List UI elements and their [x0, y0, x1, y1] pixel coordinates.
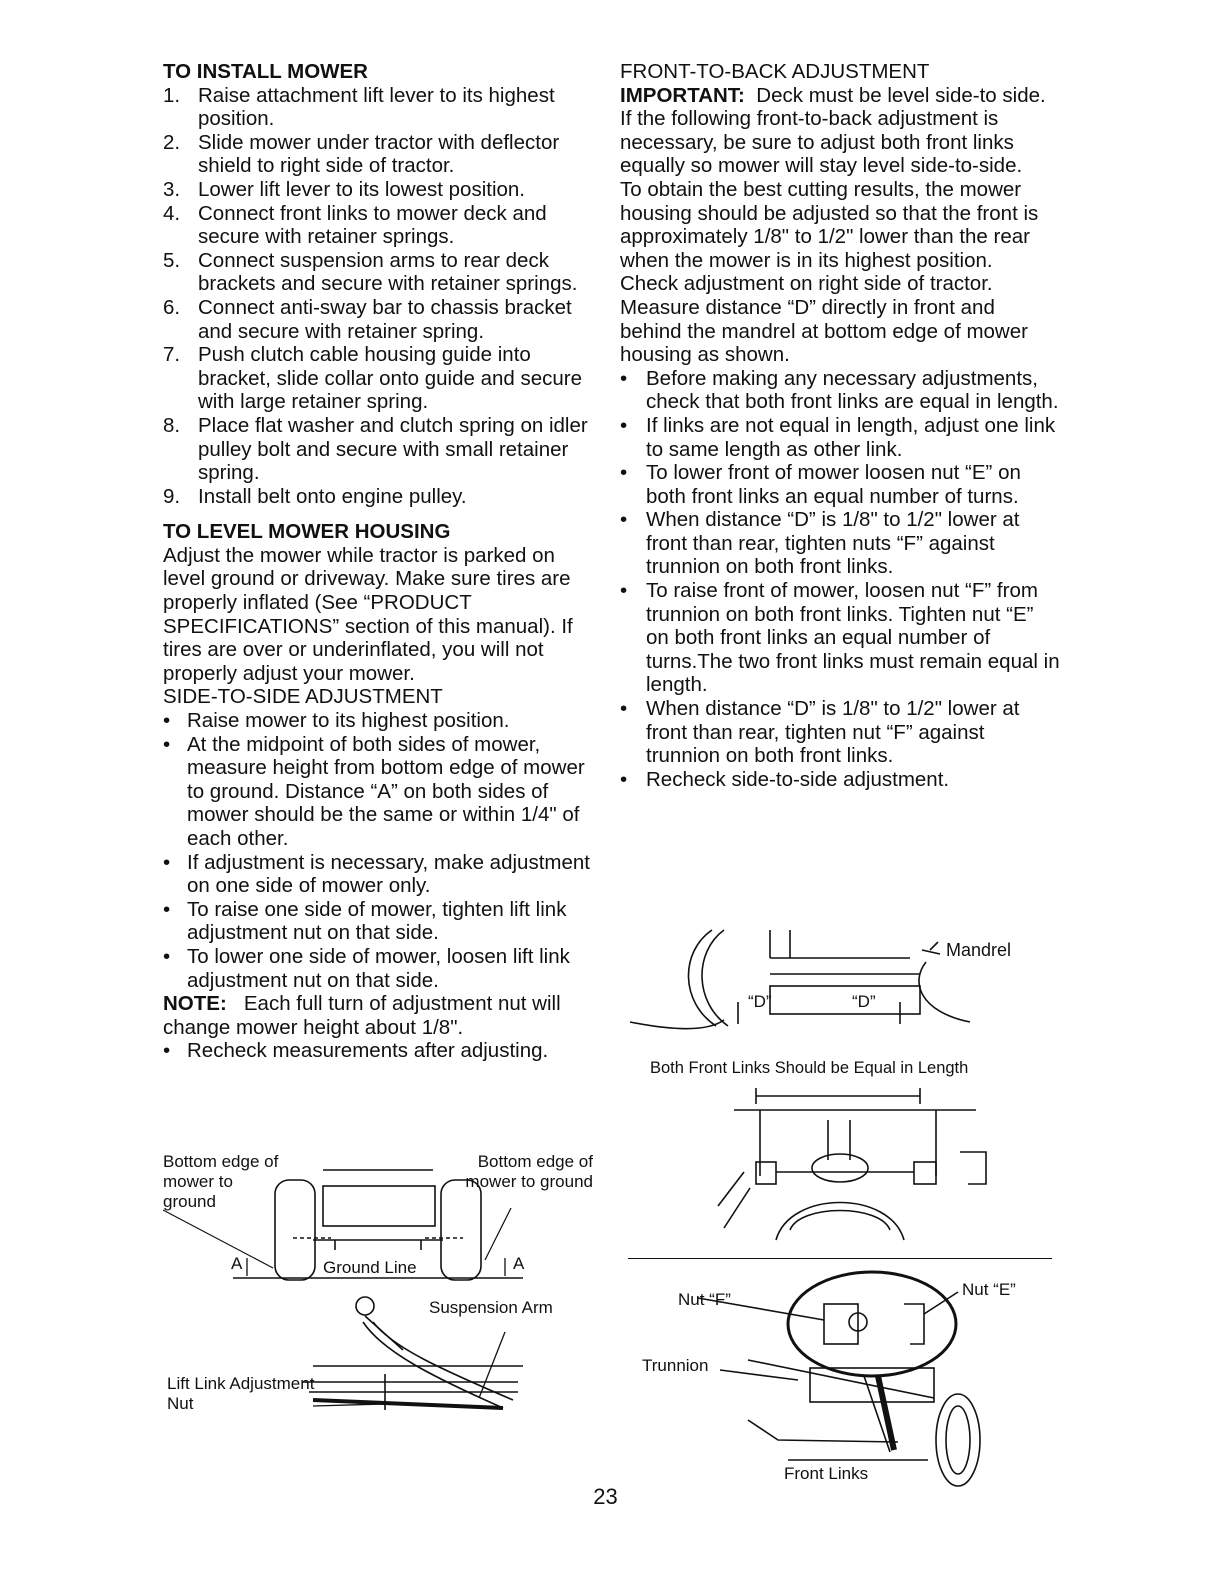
nut-f-label: Nut “F”	[678, 1290, 731, 1309]
mandrel-figure	[620, 922, 1060, 1032]
bullet-icon: •	[163, 709, 171, 733]
paragraph: To obtain the best cutting results, the mower housing should be adjusted so that the front is approximately 1/8" to 1/2" lower than the rear when the mower is in its highest position.	[620, 177, 1039, 272]
page-number: 23	[593, 1484, 618, 1509]
bullet-icon: •	[620, 767, 628, 791]
suspension-arm-figure	[163, 1292, 593, 1422]
bottom-edge-right-label: Bottom edge of mower to ground	[465, 1152, 593, 1191]
important-label: IMPORTANT:	[620, 83, 745, 107]
list-item: • To raise one side of mower, tighten lift link adjustment nut on that side.	[163, 897, 567, 945]
note-text: Each full turn of adjustment nut will change mower height about 1/8".	[163, 992, 561, 1039]
bullet-icon: •	[620, 697, 628, 721]
d-left-label: “D”	[748, 992, 772, 1011]
list-item: 6. Connect anti-sway bar to chassis bracket and secure with retainer spring.	[163, 295, 572, 343]
bullet-icon: •	[620, 508, 628, 532]
list-item: • To lower front of mower loosen nut “E” on both front links an equal number of turns.	[620, 461, 1021, 508]
bullet-icon: •	[163, 944, 171, 968]
bullet-icon: •	[163, 850, 171, 874]
mower-height-figure	[163, 1150, 593, 1290]
bullet-icon: •	[620, 413, 628, 437]
front-links-caption: Both Front Links Should be Equal in Length	[650, 1059, 969, 1077]
bullet-icon: •	[620, 579, 628, 603]
front-links-figure	[700, 1080, 1000, 1248]
list-item: • Recheck side-to-side adjustment.	[620, 767, 950, 791]
list-item: 7. Push clutch cable housing guide into bracket, slide collar onto guide and secure with large retainer spring.	[163, 343, 583, 414]
bullet-icon: •	[620, 366, 628, 390]
list-item: • If adjustment is necessary, make adjustment on one side of mower only.	[163, 850, 590, 898]
level-heading: TO LEVEL MOWER HOUSING	[163, 520, 451, 544]
front-links-label: Front Links	[784, 1464, 869, 1483]
a-right-label: A	[513, 1254, 525, 1273]
list-item: 1. Raise attachment lift lever to its highest position.	[163, 83, 555, 131]
list-item: • If links are not equal in length, adjust one link to same length as other link.	[620, 413, 1056, 461]
side-heading: SIDE-TO-SIDE ADJUSTMENT	[163, 685, 443, 709]
list-item: 3. Lower lift lever to its lowest position.	[163, 177, 525, 201]
list-item: • When distance “D” is 1/8" to 1/2" lower at front than rear, tighten nuts “F” against trunnion on both front links.	[620, 508, 1020, 579]
suspension-arm-label: Suspension Arm	[429, 1298, 553, 1317]
bullet-icon: •	[163, 732, 171, 756]
side-bullets	[163, 709, 593, 992]
install-heading: TO INSTALL MOWER	[163, 60, 368, 83]
list-item: 2. Slide mower under tractor with deflector shield to right side of tractor.	[163, 130, 560, 178]
recheck-list	[163, 1039, 593, 1063]
list-item: 5. Connect suspension arms to rear deck brackets and secure with retainer springs.	[163, 248, 578, 296]
note-label: NOTE:	[163, 992, 227, 1016]
fb-bullets	[620, 367, 1060, 792]
left-column	[163, 60, 593, 1063]
paragraph: Check adjustment on right side of tractor. Measure distance “D” directly in front and behind the mandrel at bottom edge of mower housing as shown.	[620, 272, 1028, 367]
nut-trunnion-figure	[628, 1270, 1052, 1490]
note	[163, 992, 593, 1039]
d-right-label: “D”	[852, 992, 876, 1011]
important-paragraph	[620, 84, 1060, 178]
bullet-icon: •	[163, 1039, 171, 1063]
list-item: • Recheck measurements after adjusting.	[163, 1039, 549, 1063]
mandrel-illustration	[620, 922, 1060, 1032]
trunnion-label: Trunnion	[642, 1356, 709, 1375]
front-links-illustration	[700, 1080, 1000, 1248]
fb-heading: FRONT-TO-BACK ADJUSTMENT	[620, 60, 930, 83]
lift-link-label: Lift Link Adjustment Nut	[167, 1374, 315, 1413]
nut-e-label: Nut “E”	[962, 1280, 1016, 1299]
bullet-icon: •	[163, 897, 171, 921]
list-item: 4. Connect front links to mower deck and secure with retainer springs.	[163, 201, 547, 249]
divider	[628, 1258, 1052, 1259]
list-item: 9. Install belt onto engine pulley.	[163, 484, 467, 508]
bottom-edge-left-label: Bottom edge of mower to ground	[163, 1152, 279, 1211]
level-intro: Adjust the mower while tractor is parked on level ground or driveway. Make sure tires are properly inflated (See “PRODUCT SPECIFICATIONS” section of this manual). If tires are over or underinflated, you will not properly adjust your mower.	[163, 543, 573, 685]
ground-line-label: Ground Line	[323, 1258, 417, 1277]
list-item: • At the midpoint of both sides of mower, measure height from bottom edge of mower to ground. Distance “A” on both sides of mower should be the same or within 1/4" of each other.	[163, 732, 585, 850]
list-item: • When distance “D” is 1/8" to 1/2" lower at front than rear, tighten nut “F” against trunnion on both front links.	[620, 697, 1020, 768]
install-steps	[163, 84, 593, 509]
right-column	[620, 60, 1060, 791]
list-item: • To raise front of mower, loosen nut “F” from trunnion on both front links. Tighten nut “E” on both front links an equal number of turns.The two front links must remain equal in length.	[620, 579, 1060, 697]
list-item: 8. Place flat washer and clutch spring on idler pulley bolt and secure with small retainer spring.	[163, 413, 588, 485]
list-item: • Raise mower to its highest position.	[163, 709, 510, 733]
list-item: • Before making any necessary adjustments, check that both front links are equal in length.	[620, 366, 1059, 414]
bullet-icon: •	[620, 461, 628, 485]
mandrel-label: Mandrel	[946, 940, 1012, 960]
a-left-label: A	[231, 1254, 243, 1273]
important-text: Deck must be level side-to side. If the following front-to-back adjustment is necessary, be sure to adjust both front links equally so mower will stay level side-to-side.	[620, 83, 1046, 178]
list-item: • To lower one side of mower, loosen lift link adjustment nut on that side.	[163, 944, 570, 992]
